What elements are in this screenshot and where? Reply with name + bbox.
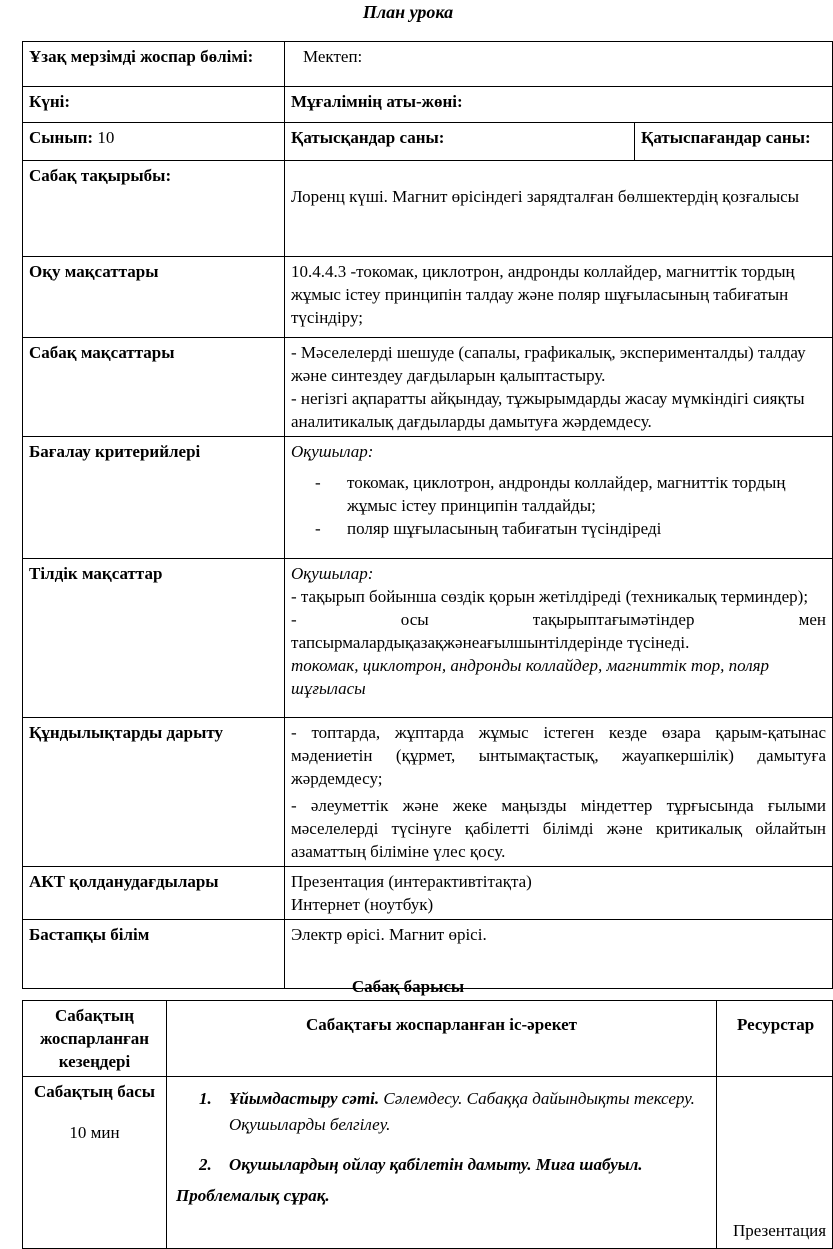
stage-name: Сабақтың басы	[33, 1082, 156, 1101]
language-value	[285, 559, 833, 718]
values-label: Құндылықтарды дарыту	[23, 718, 285, 867]
language-line: - тақырып бойынша сөздік қорын жетілдіреді (техникалық терминдер);	[291, 587, 809, 606]
resource-item: Презентация	[733, 1221, 827, 1240]
ict-line: Презентация (интерактивтітақта)	[291, 872, 532, 891]
values-line: - әлеуметтік және жеке маңызды міндеттер тұрғысында ғылыми мәселелерді түсінуге қабілетті білімді және критикалық ойлайтын азаматтың біліміне үлес қосу.	[291, 796, 826, 861]
activity-cell	[167, 1077, 717, 1249]
learning-goals-value: 10.4.4.3 -токомак, циклотрон, андронды коллайдер, магниттік тордың жұмыс істеу принципін талдау және поляр шұғыласының табиғатын түсіндіру;	[285, 257, 833, 338]
topic-value: Лоренц күші. Магнит өрісіндегі зарядталған бөлшектердің қозғалысы	[285, 161, 833, 257]
language-label: Тілдік мақсаттар	[23, 559, 285, 718]
col-resources-header: Ресурстар	[717, 1001, 833, 1077]
long-term-plan-label: Ұзақ мерзімді жоспар бөлімі:	[23, 42, 285, 87]
lesson-goal-line: - негізгі ақпаратты айқындау, тұжырымдарды жасау мүмкіндігі сияқты аналитикалық дағдыларды дамытуға жәрдемдесу.	[291, 389, 805, 431]
criteria-item: - токомак, циклотрон, андронды коллайдер, магниттік тордың жұмыс істеу принципін талдайды;	[315, 473, 786, 515]
lesson-progress-table	[22, 1000, 833, 1249]
ict-line: Интернет (ноутбук)	[291, 895, 434, 914]
col-activity-header: Сабақтағы жоспарланған іс-әрекет	[167, 1001, 717, 1077]
activity-item-title: Оқушылардың ойлау қабілетін дамыту. Миға шабуыл.	[229, 1155, 643, 1174]
lesson-goals-value	[285, 338, 833, 437]
col-stage-header: Сабақтың жоспарланған кезеңдері	[23, 1001, 167, 1077]
activity-item: 2. Оқушылардың ойлау қабілетін дамыту. Миға шабуыл.	[199, 1155, 643, 1174]
topic-label: Сабақ тақырыбы:	[23, 161, 285, 257]
lesson-goal-line: - Мәселелерді шешуде (сапалы, графикалық, эксперименталды) талдау және синтездеу дағдыларын қалыптастыру.	[291, 343, 806, 385]
criteria-label: Бағалау критерийлері	[23, 437, 285, 559]
ict-label: АКТ қолданудағдылары	[23, 867, 285, 920]
lesson-header-table	[22, 41, 833, 989]
school-label: Мектеп:	[285, 42, 833, 87]
values-value	[285, 718, 833, 867]
learning-goals-label: Оқу мақсаттары	[23, 257, 285, 338]
criteria-item: - поляр шұғыласының табиғатын түсіндіреді	[315, 519, 662, 538]
class-value: 10	[97, 128, 115, 147]
resources-cell	[717, 1077, 833, 1249]
teacher-label: Мұғалімнің аты-жөні:	[285, 87, 833, 123]
activity-item: 1. Ұйымдастыру сәті. Сәлемдесу. Сабаққа дайындықты тексеру. Оқушыларды белгілеу.	[199, 1089, 695, 1134]
values-line: - топтарда, жұптарда жұмыс істеген кезде өзара қарым-қатынас мәдениетін (құрмет, ынтымақтастық, жауапкершілік) дамытуға жәрдемдесу;	[291, 723, 826, 788]
date-label: Күні:	[23, 87, 285, 123]
language-line: - осы тақырыптағымәтіндер мен тапсырмалардықазақжәнеағылшынтілдерінде түсінеді.	[291, 610, 826, 652]
lesson-goals-label: Сабақ мақсаттары	[23, 338, 285, 437]
absent-label: Қатыспағандар саны:	[635, 123, 833, 161]
page-title: План урока	[362, 2, 454, 22]
criteria-list	[291, 471, 826, 540]
prior-knowledge-value: Электр өрісі. Магнит өрісі.	[285, 920, 833, 989]
criteria-value	[285, 437, 833, 559]
present-label: Қатысқандар саны:	[285, 123, 635, 161]
stage-time: 10 мин	[69, 1123, 120, 1142]
ict-value	[285, 867, 833, 920]
class-label: Сынып:	[29, 128, 94, 147]
problem-question: Проблемалық сұрақ.	[176, 1186, 330, 1205]
language-intro: Оқушылар:	[291, 564, 374, 583]
stage-cell	[23, 1077, 167, 1249]
language-terms: токомак, циклотрон, андронды коллайдер, магниттік тор, поляр шұғыласы	[291, 656, 770, 698]
prior-knowledge-label: Бастапқы білім	[23, 920, 285, 989]
progress-title: Сабақ барысы	[351, 977, 465, 996]
class-cell	[23, 123, 285, 161]
criteria-intro: Оқушылар:	[291, 442, 374, 461]
activity-item-text: Сәлемдесу. Сабаққа дайындықты тексеру. Оқушыларды белгілеу.	[229, 1089, 695, 1134]
activity-item-title: Ұйымдастыру сәті.	[229, 1089, 380, 1108]
